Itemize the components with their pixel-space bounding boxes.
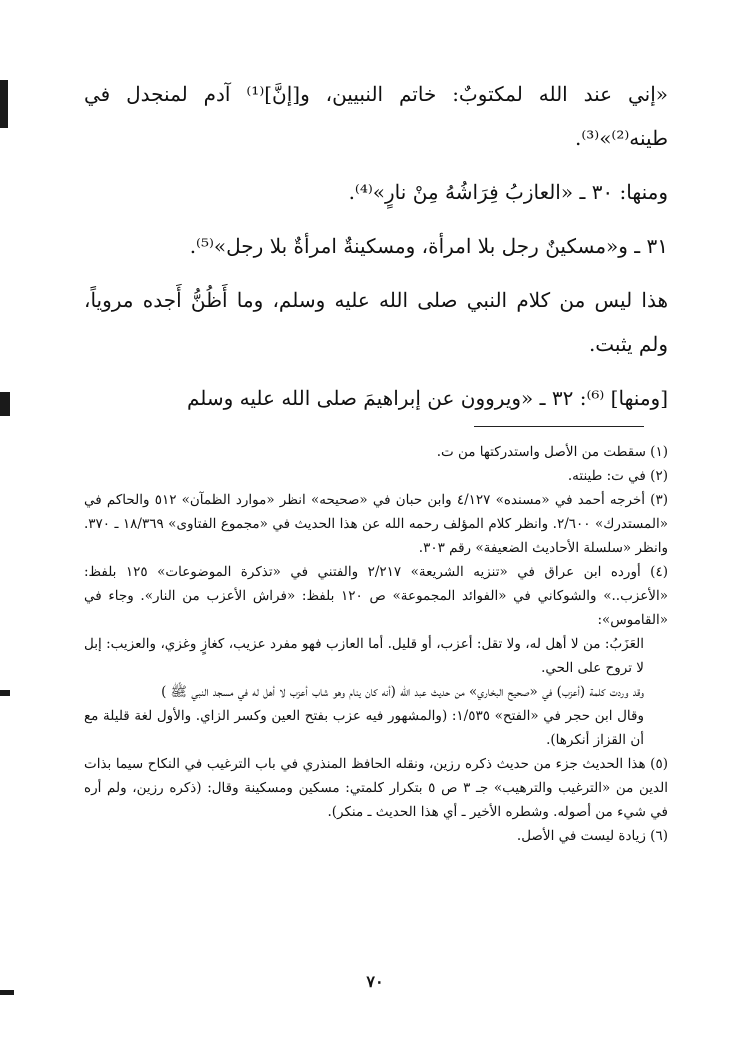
paragraph-item-31: ٣١ ـ و«مسكينٌ رجل بلا امرأة، ومسكينةٌ امرأةٌ بلا رجل»⁽⁵⁾. bbox=[189, 234, 668, 258]
footnote-4-definition: العَزَبُ: من لا أهل له، ولا تقل: أعزب، أو قليل. أما العازب فهو مفرد عزيب، كغازٍ وغزي، والعزيب: إبل لا تروح على الحي. bbox=[84, 636, 644, 676]
footnote-divider bbox=[474, 426, 644, 427]
footnote-4: (٤) أورده ابن عراق في «تنزيه الشريعة» ٢/٢١٧ والفتني في «تذكرة الموضوعات» ١٢٥ بلفظ: «الأعزب..» والشوكاني في «الفوائد المجموعة» ص ١٢٠ بلفظ: «فراش الأعزب من النار». وجاء في «القاموس»: bbox=[84, 564, 668, 628]
page-number: ٧٠ bbox=[366, 972, 384, 991]
main-text bbox=[84, 72, 668, 420]
paragraph-item-30: ومنها: ٣٠ ـ «العازبُ فِرَاشُهُ مِنْ نارٍ»⁽⁴⁾. bbox=[348, 180, 668, 204]
footnote-4-bukhari: وقد وردت كلمة (أعزب) في «صحيح البخاري» من حديث عبد الله (أنه كان ينام وهو شاب أعزب لا أهل له في مسجد النبي ﷺ ) bbox=[161, 684, 644, 700]
footnote-2: (٢) في ت: طينته. bbox=[567, 468, 668, 484]
paragraph-item-32: [ومنها] ⁽⁶⁾: ٣٢ ـ «ويروون عن إبراهيمَ صلى الله عليه وسلم bbox=[186, 386, 668, 410]
scan-edge-mark-bottom bbox=[0, 990, 14, 995]
footnote-6: (٦) زيادة ليست في الأصل. bbox=[516, 828, 668, 844]
footnote-3: (٣) أخرجه أحمد في «مسنده» ٤/١٢٧ وابن حبان في «صحيحه» انظر «موارد الظمآن» ٥١٢ والحاكم في «المستدرك» ٢/٦٠٠. وانظر كلام المؤلف رحمه الله عن هذا الحديث في «مجموع الفتاوى» ١٨/٣٦٩ ـ ٣٧٠. وانظر «سلسلة الأحاديث الضعيفة» رقم ٣٠٣. bbox=[84, 492, 668, 556]
scan-edge-mark-top bbox=[0, 80, 8, 128]
footnote-1: (١) سقطت من الأصل واستدركتها من ت. bbox=[436, 444, 668, 460]
scan-edge-mark-small bbox=[0, 690, 10, 696]
scan-edge-mark-middle bbox=[0, 392, 10, 416]
paragraph-commentary: هذا ليس من كلام النبي صلى الله عليه وسلم، وما أَظُنُّ أَجده مروياً، ولم يثبت. bbox=[84, 288, 668, 356]
footnotes bbox=[84, 440, 668, 848]
footnote-4-fath: وقال ابن حجر في «الفتح» ١/٥٣٥: (والمشهور فيه عزب بفتح العين وكسر الزاي. والأول لغة قليلة مع أن القزاز أنكرها). bbox=[84, 708, 645, 748]
footnote-5: (٥) هذا الحديث جزء من حديث ذكره رزين، ونقله الحافظ المنذري في باب الترغيب في النكاح سيما بذات الدين من «الترغيب والترهيب» جـ ٣ ص ٥ بتكرار كلمتي: مسكين ومسكينة وقال: (ذكره رزين، ولم أره في شيء من أصوله. وشطره الأخير ـ أي هذا الحديث ـ منكر). bbox=[84, 756, 668, 820]
paragraph-hadith-khatam: «إني عند الله لمكتوبٌ: خاتم النبيين، و[إنَّ]⁽¹⁾ آدم لمنجدل في طينه⁽²⁾»⁽³⁾. bbox=[84, 82, 668, 150]
